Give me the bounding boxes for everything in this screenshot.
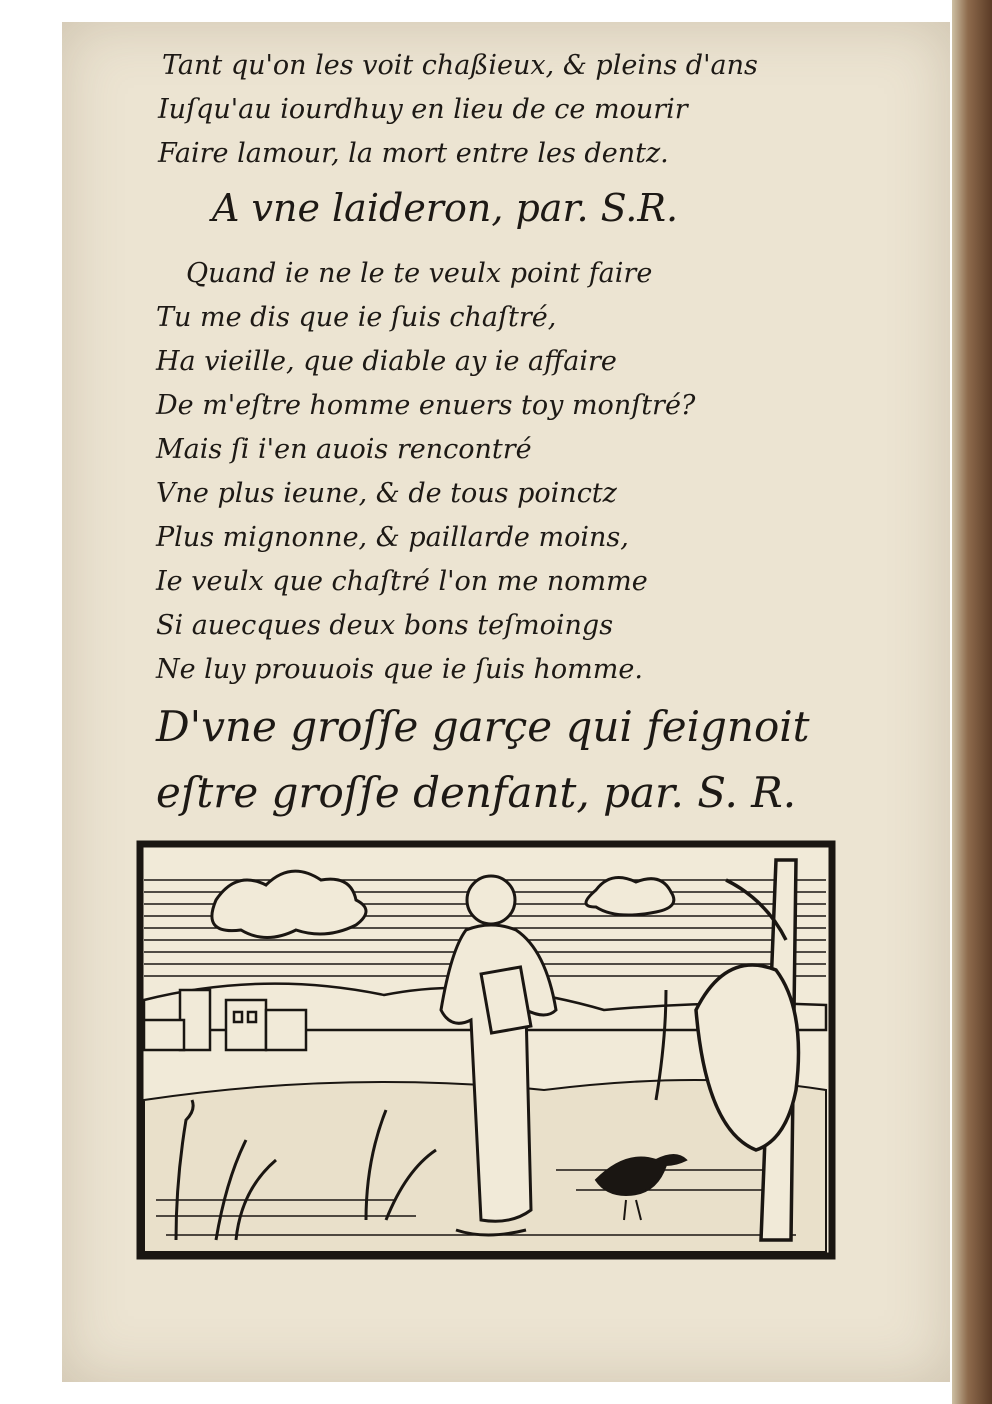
verse-line: De m'eſtre homme enuers toy monſtré?: [156, 390, 696, 421]
verse-line: Tant qu'on les voit chaßieux, & pleins d'ans: [162, 50, 758, 81]
verse-line: Quand ie ne le te veulx point faire: [186, 258, 653, 289]
woodcut-illustration: [136, 840, 836, 1260]
cloud-left: [212, 871, 366, 937]
verse-line: Ie veulx que chaſtré l'on me nomme: [156, 566, 648, 597]
verse-line: Si auecques deux bons teſmoings: [156, 610, 614, 641]
verse-line: Ha vieille, que diable ay ie affaire: [156, 346, 617, 377]
verse-line: Faire lamour, la mort entre les dentz.: [158, 138, 669, 169]
bleed-through-text: [910, 222, 992, 1122]
poem-heading: A vne laideron, par. S.R.: [212, 186, 679, 230]
verse-line: Tu me dis que ie ſuis chaſtré,: [156, 302, 557, 333]
poem-heading: eſtre groſſe denfant, par. S. R.: [156, 768, 797, 817]
verse-line: Mais ſi i'en auois rencontré: [156, 434, 532, 465]
verse-line: Ne luy prouuois que ie ſuis homme.: [156, 654, 643, 685]
verse-line: Vne plus ieune, & de tous poinctz: [156, 478, 617, 509]
verse-line: Iuſqu'au iourdhuy en lieu de ce mourir: [158, 94, 688, 125]
verse-line: Plus mignonne, & paillarde moins,: [156, 522, 629, 553]
poem-heading: D'vne groſſe garçe qui feignoit: [156, 702, 810, 751]
